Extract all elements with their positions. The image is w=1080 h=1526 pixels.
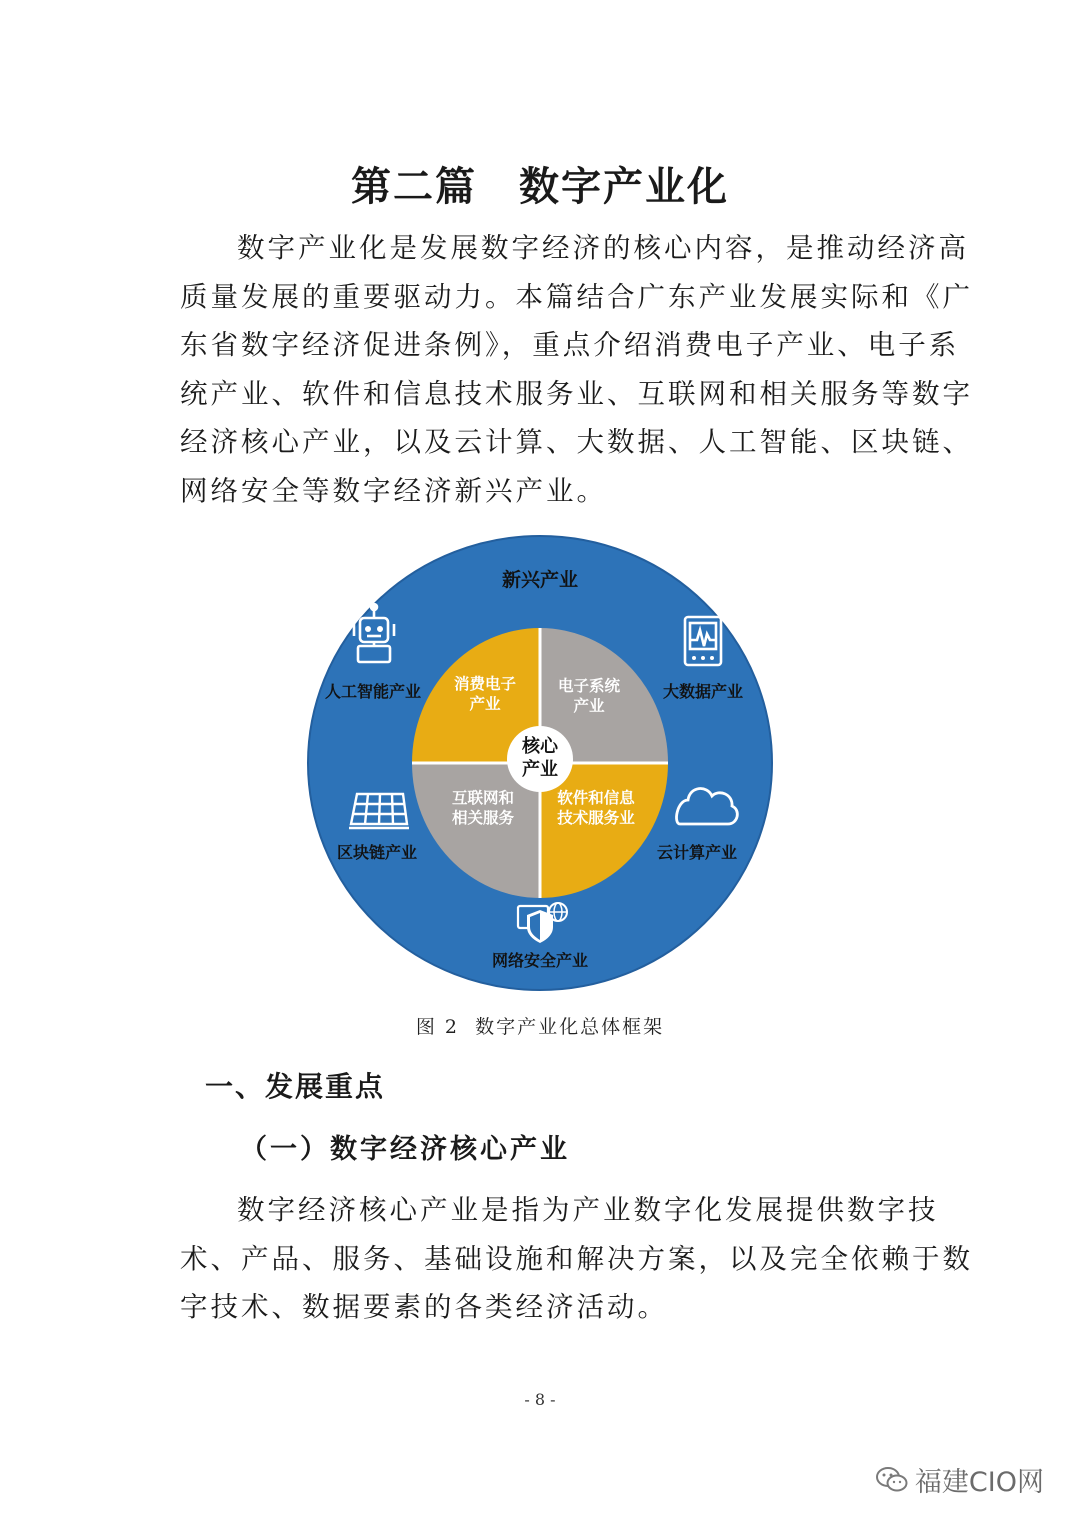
core-industry-paragraph bbox=[180, 1186, 973, 1332]
quadrant-label-software-2: 技术服务业 bbox=[557, 809, 635, 827]
center-label-line1: 核心 bbox=[522, 736, 558, 757]
label-security: 网络安全产业 bbox=[491, 951, 589, 970]
label-ai: 人工智能产业 bbox=[324, 682, 422, 701]
quadrant-label-internet-1: 互联网和 bbox=[451, 789, 515, 807]
figure-caption: 图 2 数字产业化总体框架 bbox=[415, 1016, 665, 1038]
center-label-line2: 产业 bbox=[522, 759, 558, 780]
section-heading: 一、发展重点 bbox=[205, 1070, 386, 1103]
digital-industry-framework-diagram bbox=[305, 534, 775, 992]
body-line: 数字经济核心产业是指为产业数字化发展提供数字技 bbox=[237, 1194, 939, 1226]
label-blockchain: 区块链产业 bbox=[336, 843, 418, 862]
intro-line: 东省数字经济促进条例》，重点介绍消费电子产业、电子系 bbox=[180, 329, 960, 361]
intro-line: 统产业、软件和信息技术服务业、互联网和相关服务等数字 bbox=[180, 377, 973, 410]
watermark bbox=[875, 1460, 1044, 1499]
quadrant-label-consumer-1: 消费电子 bbox=[453, 675, 517, 693]
chapter-title: 第二篇 数字产业化 bbox=[351, 164, 729, 210]
body-line: 术、产品、服务、基础设施和解决方案，以及完全依赖于数 bbox=[180, 1242, 973, 1275]
body-line: 字技术、数据要素的各类经济活动。 bbox=[180, 1291, 668, 1323]
outer-label: 新兴产业 bbox=[501, 569, 579, 591]
intro-paragraph bbox=[180, 224, 973, 515]
quadrant-label-systems-2: 产业 bbox=[573, 697, 605, 715]
intro-line: 数字产业化是发展数字经济的核心内容，是推动经济高 bbox=[237, 232, 969, 264]
section-subheading: （一）数字经济核心产业 bbox=[240, 1134, 570, 1165]
quadrant-label-software-1: 软件和信息 bbox=[557, 789, 635, 807]
label-cloud: 云计算产业 bbox=[656, 843, 738, 862]
quadrant-label-consumer-2: 产业 bbox=[469, 695, 501, 713]
intro-line: 经济核心产业，以及云计算、大数据、人工智能、区块链、 bbox=[180, 426, 973, 458]
wechat-icon bbox=[875, 1465, 909, 1495]
page-number: - 8 - bbox=[524, 1390, 556, 1409]
quadrant-label-systems-1: 电子系统 bbox=[557, 677, 621, 695]
intro-line: 质量发展的重要驱动力。本篇结合广东产业发展实际和《广 bbox=[180, 280, 973, 313]
label-bigdata: 大数据产业 bbox=[662, 682, 744, 701]
quadrant-label-internet-2: 相关服务 bbox=[451, 809, 515, 827]
watermark-text: 福建CIO网 bbox=[914, 1467, 1044, 1498]
intro-line: 网络安全等数字经济新兴产业。 bbox=[180, 474, 607, 507]
diagram-svg bbox=[305, 534, 775, 992]
